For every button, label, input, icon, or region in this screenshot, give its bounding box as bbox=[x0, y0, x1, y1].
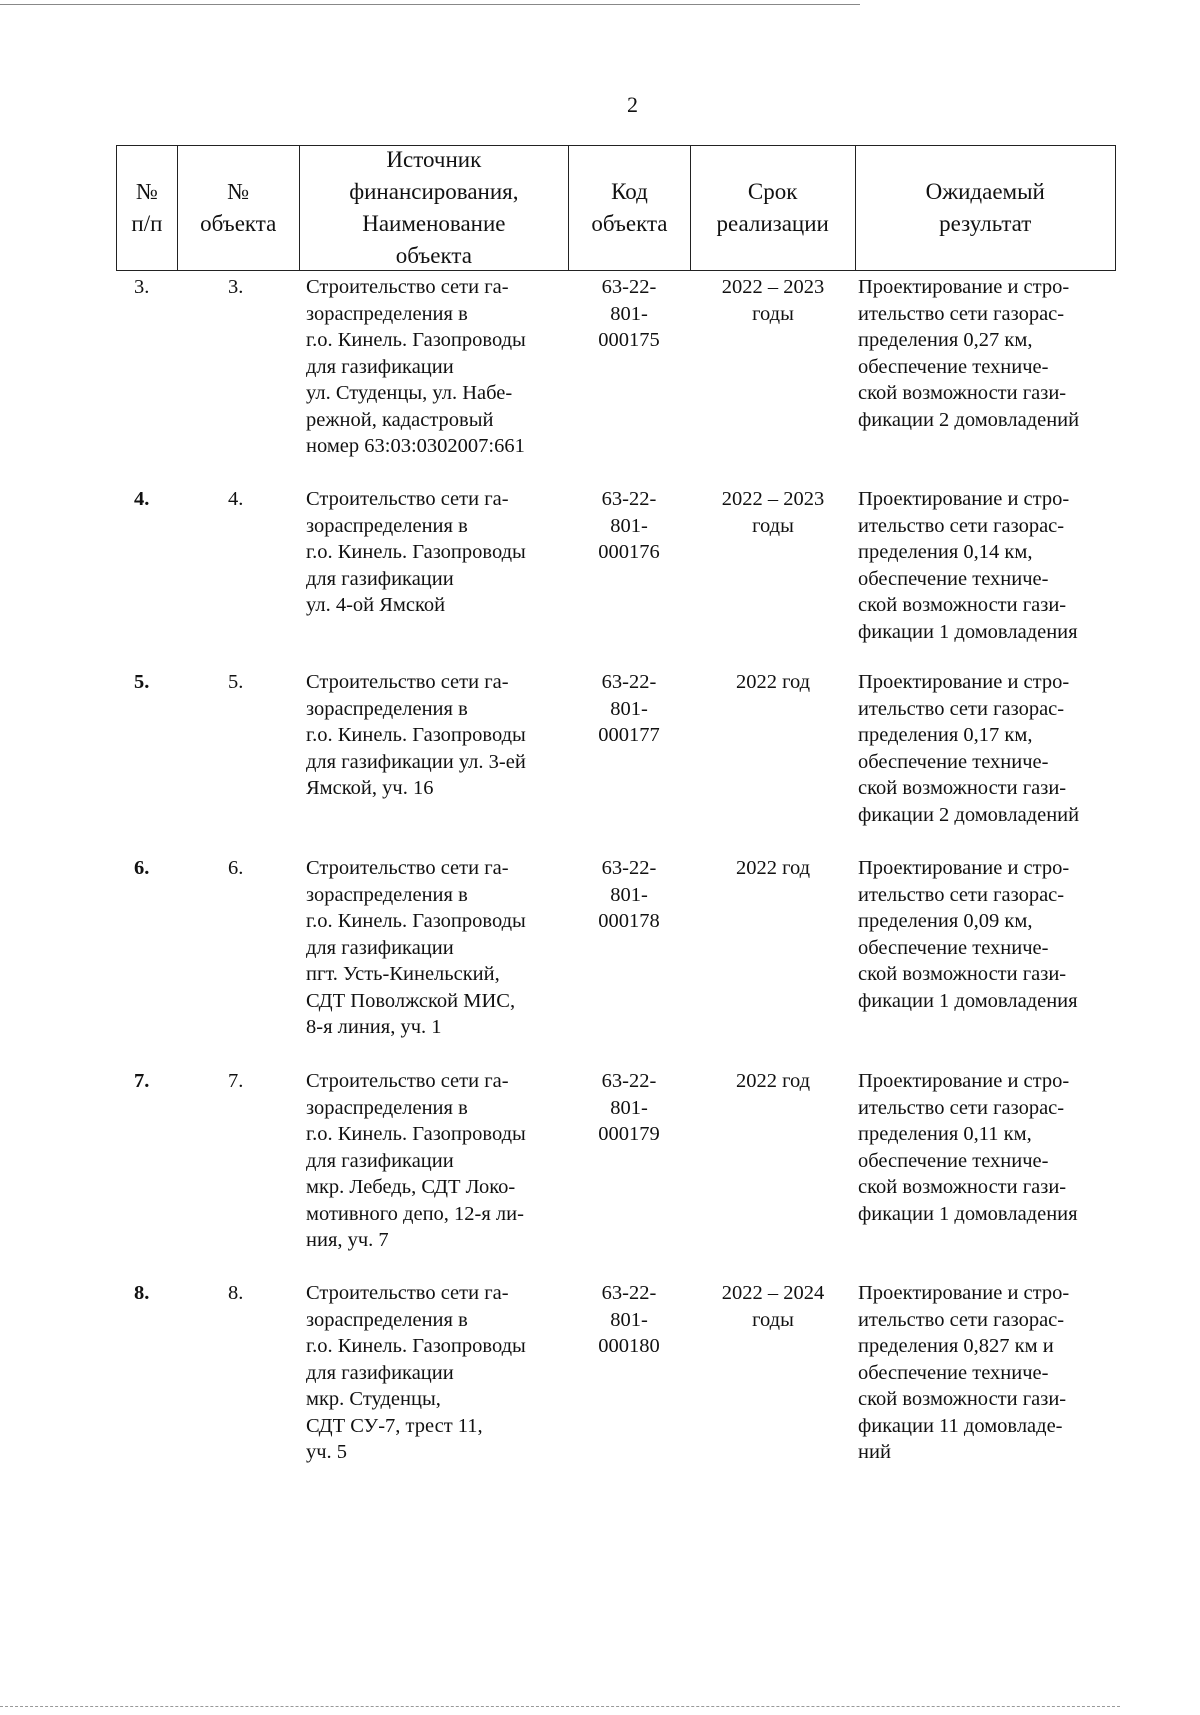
object-code: 63-22- 801- 000177 bbox=[598, 671, 660, 746]
header-term: Срок реализации bbox=[691, 146, 856, 270]
expected-result: Проектирование и стро- ительство сети газорас- пределения 0,09 км, обеспечение техниче- ской возможности гази- фикации 1 домовладения bbox=[858, 857, 1078, 1012]
row-number: 4. bbox=[134, 488, 150, 510]
row-number: 6. bbox=[134, 857, 150, 879]
object-code: 63-22- 801- 000178 bbox=[598, 857, 660, 932]
object-code: 63-22- 801- 000180 bbox=[598, 1282, 660, 1357]
expected-result: Проектирование и стро- ительство сети газорас- пределения 0,17 км, обеспечение техниче- ской возможности гази- фикации 2 домовладений bbox=[858, 671, 1080, 826]
row-number: 7. bbox=[134, 1070, 150, 1092]
row-number: 8. bbox=[134, 1282, 150, 1304]
object-name: Строительство сети га- зораспределения в г.о. Кинель. Газопроводы для газификации ул. Студенцы, ул. Набе- режной, кадастровый номер 63:03:0302007:661 bbox=[306, 276, 526, 457]
term: 2022 – 2023 годы bbox=[721, 488, 825, 537]
object-number: 5. bbox=[228, 671, 244, 693]
scan-artifact-bottom bbox=[0, 1706, 1120, 1707]
object-number: 7. bbox=[228, 1070, 244, 1092]
table-header bbox=[116, 145, 1116, 271]
header-row-number: № п/п bbox=[117, 146, 178, 270]
header-financing-source: Источник финансирования, Наименование объекта bbox=[300, 146, 569, 270]
expected-result: Проектирование и стро- ительство сети газорас- пределения 0,27 км, обеспечение техниче- ской возможности гази- фикации 2 домовладений bbox=[858, 276, 1080, 431]
object-number: 4. bbox=[228, 488, 244, 510]
term: 2022 год bbox=[735, 671, 811, 693]
header-object-number: № объекта bbox=[178, 146, 300, 270]
object-code: 63-22- 801- 000176 bbox=[598, 488, 660, 563]
header-object-code: Код объекта bbox=[569, 146, 691, 270]
expected-result: Проектирование и стро- ительство сети газорас- пределения 0,14 км, обеспечение техниче- ской возможности гази- фикации 1 домовладения bbox=[858, 488, 1078, 643]
scan-artifact-top bbox=[0, 4, 860, 5]
object-name: Строительство сети га- зораспределения в г.о. Кинель. Газопроводы для газификации мкр. Студенцы, СДТ СУ-7, трест 11, уч. 5 bbox=[306, 1282, 526, 1463]
header-expected-result: Ожидаемый результат bbox=[925, 179, 1045, 236]
object-number: 6. bbox=[228, 857, 244, 879]
term: 2022 год bbox=[735, 1070, 811, 1092]
expected-result: Проектирование и стро- ительство сети газорас- пределения 0,827 км и обеспечение техниче- ской возможности гази- фикации 11 домовладе- ний bbox=[858, 1282, 1070, 1463]
page-number: 2 bbox=[627, 92, 638, 117]
object-name: Строительство сети га- зораспределения в г.о. Кинель. Газопроводы для газификации мкр. Лебедь, СДТ Локо- мотивного депо, 12-я ли- ния, уч. 7 bbox=[306, 1070, 526, 1251]
object-name: Строительство сети га- зораспределения в г.о. Кинель. Газопроводы для газификации пгт. Усть-Кинельский, СДТ Поволжской МИС, 8-я линия, уч. 1 bbox=[306, 857, 526, 1038]
object-code: 63-22- 801- 000179 bbox=[598, 1070, 660, 1145]
object-number: 3. bbox=[228, 276, 244, 298]
object-name: Строительство сети га- зораспределения в г.о. Кинель. Газопроводы для газификации ул. 3-ей Ямской, уч. 16 bbox=[306, 671, 526, 799]
expected-result: Проектирование и стро- ительство сети газорас- пределения 0,11 км, обеспечение техниче- ской возможности гази- фикации 1 домовладения bbox=[858, 1070, 1078, 1225]
row-number: 5. bbox=[134, 671, 150, 693]
object-name: Строительство сети га- зораспределения в г.о. Кинель. Газопроводы для газификации ул. 4-ой Ямской bbox=[306, 488, 526, 616]
object-code: 63-22- 801- 000175 bbox=[598, 276, 660, 351]
term: 2022 – 2024 годы bbox=[721, 1282, 825, 1331]
object-number: 8. bbox=[228, 1282, 244, 1304]
row-number: 3. bbox=[134, 276, 150, 298]
term: 2022 год bbox=[735, 857, 811, 879]
term: 2022 – 2023 годы bbox=[721, 276, 825, 325]
